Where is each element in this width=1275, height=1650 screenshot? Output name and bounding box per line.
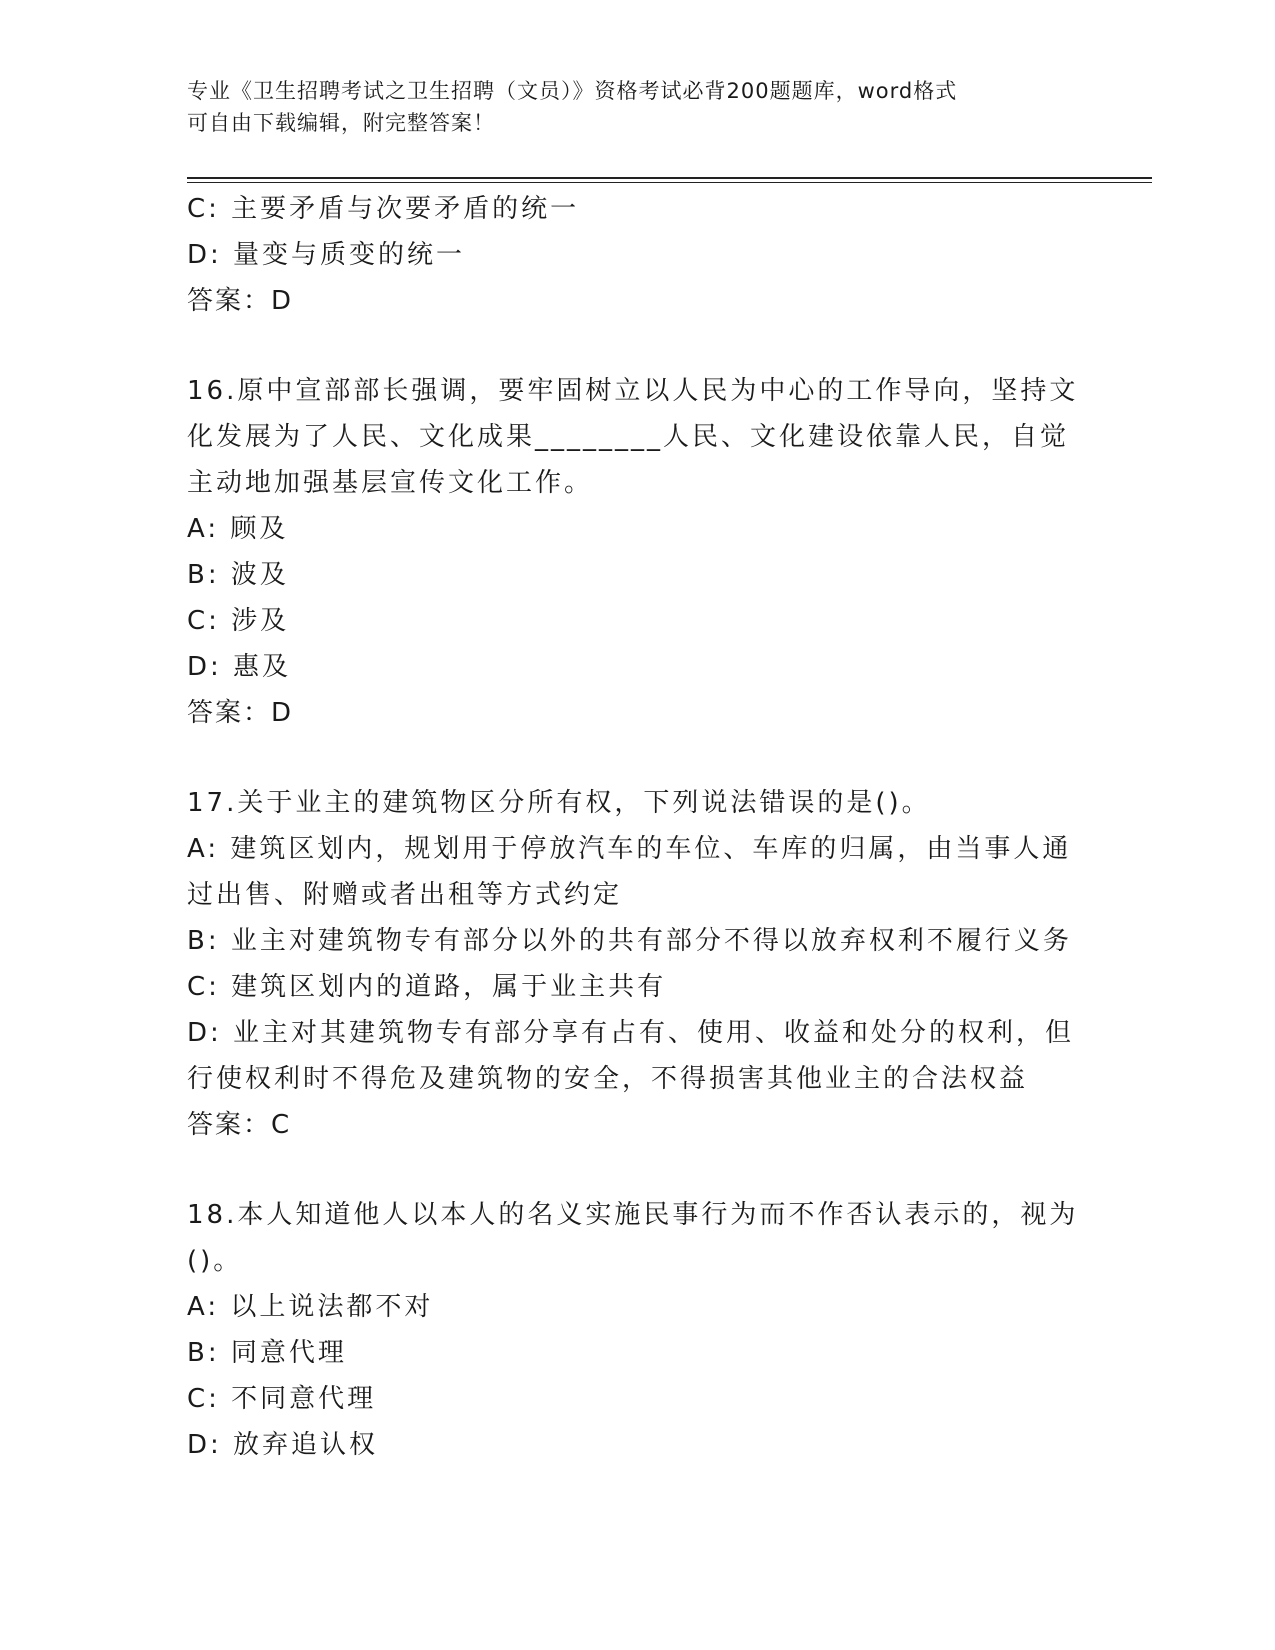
q17-option-d-line-2: 行使权利时不得危及建筑物的安全，不得损害其他业主的合法权益 xyxy=(187,1064,1029,1094)
header-title-line-2: 可自由下载编辑，附完整答案！ xyxy=(187,111,495,135)
header-divider-thick xyxy=(187,177,1152,179)
question-16 xyxy=(187,368,1087,736)
q15-option-d: D: 量变与质变的统一 xyxy=(187,240,466,270)
question-spacer xyxy=(187,324,1087,368)
q16-option-c: C: 涉及 xyxy=(187,606,290,636)
q18-stem-line-1: 18.本人知道他人以本人的名义实施民事行为而不作否认表示的，视为 xyxy=(187,1200,1079,1230)
q16-option-b: B: 波及 xyxy=(187,560,289,590)
q17-option-c: C: 建筑区划内的道路，属于业主共有 xyxy=(187,972,667,1002)
question-15 xyxy=(187,186,1087,324)
q16-option-d: D: 惠及 xyxy=(187,652,292,682)
q17-stem: 17.关于业主的建筑物区分所有权，下列说法错误的是()。 xyxy=(187,788,931,818)
document-header xyxy=(187,75,1067,139)
q16-stem-line-3: 主动地加强基层宣传文化工作。 xyxy=(187,468,594,498)
q18-stem-line-2: ()。 xyxy=(187,1246,243,1276)
q15-answer: 答案：D xyxy=(187,286,294,316)
q15-option-c: C: 主要矛盾与次要矛盾的统一 xyxy=(187,194,580,224)
header-divider-thin xyxy=(187,182,1152,183)
q16-stem-line-2: 化发展为了人民、文化成果________人民、文化建设依靠人民，自觉 xyxy=(187,422,1070,452)
q17-option-d-line-1: D: 业主对其建筑物专有部分享有占有、使用、收益和处分的权利，但 xyxy=(187,1018,1075,1048)
question-18 xyxy=(187,1192,1087,1468)
q16-answer: 答案：D xyxy=(187,698,294,728)
q18-option-c: C: 不同意代理 xyxy=(187,1384,377,1414)
q17-option-b: B: 业主对建筑物专有部分以外的共有部分不得以放弃权利不履行义务 xyxy=(187,926,1072,956)
header-title-line-1: 专业《卫生招聘考试之卫生招聘（文员）》资格考试必背200题题库，word格式 xyxy=(187,79,958,103)
question-17 xyxy=(187,780,1087,1148)
q18-option-d: D: 放弃追认权 xyxy=(187,1430,379,1460)
q18-option-b: B: 同意代理 xyxy=(187,1338,347,1368)
question-list xyxy=(187,186,1087,1468)
q17-option-a-line-1: A: 建筑区划内，规划用于停放汽车的车位、车库的归属，由当事人通 xyxy=(187,834,1072,864)
question-spacer xyxy=(187,1148,1087,1192)
q17-answer: 答案：C xyxy=(187,1110,292,1140)
question-spacer xyxy=(187,736,1087,780)
q16-option-a: A: 顾及 xyxy=(187,514,289,544)
q16-stem-line-1: 16.原中宣部部长强调，要牢固树立以人民为中心的工作导向，坚持文 xyxy=(187,376,1079,406)
q18-option-a: A: 以上说法都不对 xyxy=(187,1292,434,1322)
q17-option-a-line-2: 过出售、附赠或者出租等方式约定 xyxy=(187,880,623,910)
